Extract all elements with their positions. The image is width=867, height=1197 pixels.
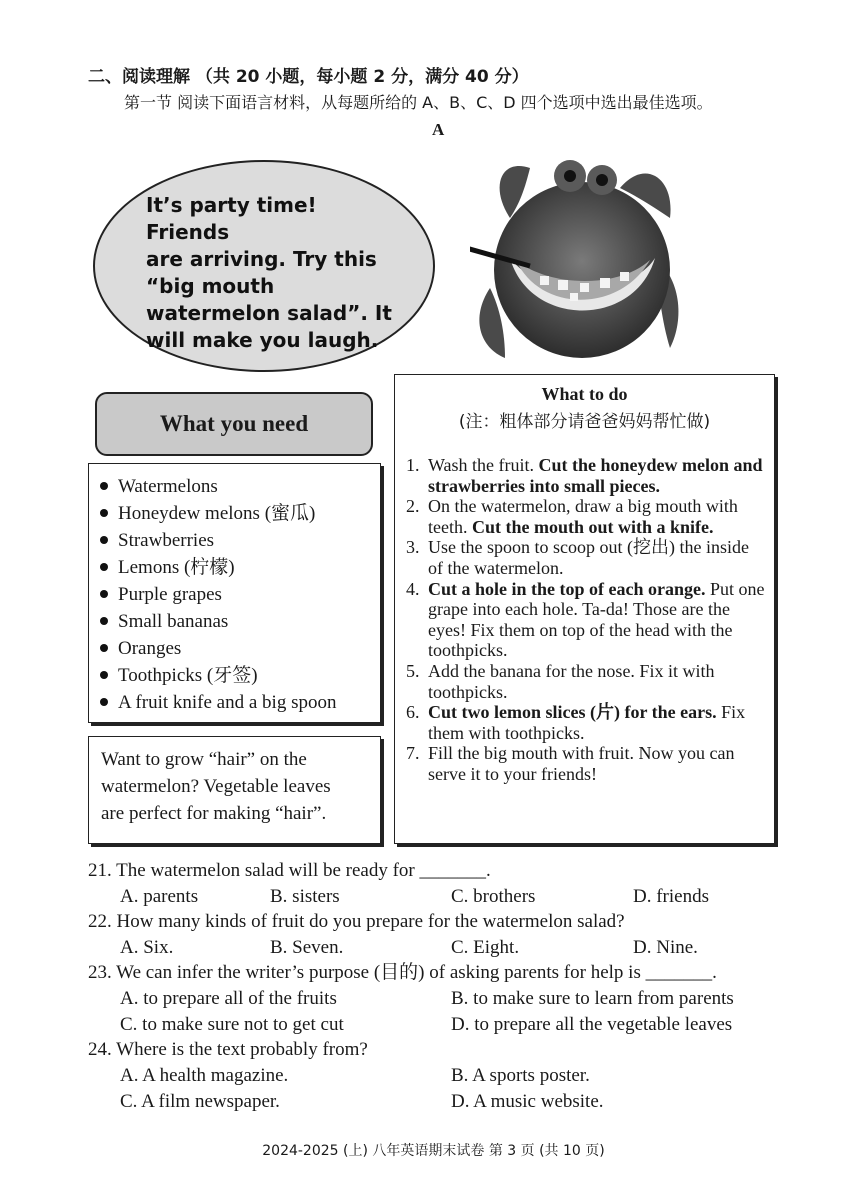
answer-option: C. to make sure not to get cut: [120, 1014, 344, 1035]
step-number: 2.: [406, 496, 420, 517]
answer-option: B. A sports poster.: [451, 1065, 590, 1086]
step-text: On the watermelon, draw a big mouth with teeth.: [428, 496, 738, 537]
step-item: [406, 661, 766, 702]
section-instruction: 第一节 阅读下面语言材料，从每题所给的 A、B、C、D 四个选项中选出最佳选项。: [124, 93, 713, 112]
speech-bubble-text: [146, 192, 401, 354]
bullet-icon: [100, 563, 108, 571]
answer-option: C. brothers: [451, 886, 536, 907]
bullet-icon: [100, 482, 108, 490]
ingredient-item: Lemons (柠檬): [100, 554, 336, 581]
step-item: [406, 743, 766, 784]
page-footer: 2024-2025 (上) 八年英语期末试卷 第 3 页 (共 10 页): [262, 1143, 605, 1159]
what-to-do-note: (注：粗体部分请爸爸妈妈帮忙做): [458, 412, 711, 432]
bullet-icon: [100, 590, 108, 598]
step-text: Use the spoon to scoop out (挖出) the inside of the watermelon.: [428, 537, 749, 578]
step-item: [406, 455, 766, 496]
answer-option: A. Six.: [120, 937, 174, 958]
step-bold-text: Cut the honeydew melon and strawberries into small pieces.: [428, 455, 763, 496]
hair-tip-text: Want to grow “hair” on the watermelon? Vegetable leaves are perfect for making “hair”.: [101, 749, 331, 824]
answer-option: C. A film newspaper.: [120, 1091, 280, 1112]
question-stem: 23. We can infer the writer’s purpose (目的) of asking parents for help is _______.: [88, 962, 717, 983]
ingredient-item: Watermelons: [100, 473, 336, 500]
answer-option: D. A music website.: [451, 1091, 604, 1112]
bullet-icon: [100, 644, 108, 652]
bubble-line: will make you laugh.: [146, 328, 379, 352]
passage-label: A: [432, 120, 445, 139]
bubble-line: It’s party time! Friends: [146, 193, 317, 244]
ingredient-item: Small bananas: [100, 608, 336, 635]
step-item: [406, 579, 766, 661]
bullet-icon: [100, 509, 108, 517]
question-stem: 24. Where is the text probably from?: [88, 1039, 368, 1060]
ingredient-list: [100, 473, 336, 716]
step-text: Add the banana for the nose. Fix it with toothpicks.: [428, 660, 715, 702]
step-number: 7.: [406, 743, 420, 764]
answer-option: A. parents: [120, 886, 199, 907]
bubble-line: are arriving. Try this: [146, 247, 377, 271]
question-stem: 22. How many kinds of fruit do you prepare for the watermelon salad?: [88, 911, 625, 932]
step-text: Fill the big mouth with fruit. Now you can serve it to your friends!: [428, 743, 735, 784]
answer-option: C. Eight.: [451, 937, 520, 958]
bubble-line: watermelon salad”. It: [146, 301, 392, 325]
steps-list: [406, 455, 766, 785]
section-heading: 二、阅读理解 （共 20 小题，每小题 2 分，满分 40 分）: [88, 67, 529, 87]
step-text: Fix them with toothpicks.: [428, 702, 746, 743]
answer-option: B. to make sure to learn from parents: [451, 988, 734, 1009]
ingredient-item: A fruit knife and a big spoon: [100, 689, 336, 716]
bullet-icon: [100, 698, 108, 706]
ingredient-item: Honeydew melons (蜜瓜): [100, 500, 336, 527]
step-bold-text: Cut the mouth out with a knife.: [471, 516, 714, 537]
step-number: 6.: [406, 702, 420, 723]
answer-option: D. friends: [633, 886, 709, 907]
watermelon-monster-image: [470, 148, 688, 370]
answer-option: A. A health magazine.: [120, 1065, 289, 1086]
what-you-need-heading: What you need: [95, 392, 373, 456]
step-text: Put one grape into each hole. Ta-da! Those are the eyes! Fix them on top of the head with the toothpicks.: [428, 578, 765, 661]
question-stem: 21. The watermelon salad will be ready for _______.: [88, 860, 491, 881]
ingredient-item: Purple grapes: [100, 581, 336, 608]
step-bold-text: Cut two lemon slices (片) for the ears.: [428, 702, 717, 723]
ingredient-item: Toothpicks (牙签): [100, 662, 336, 689]
step-text: Wash the fruit.: [428, 455, 539, 475]
step-number: 5.: [406, 660, 420, 681]
step-item: [406, 537, 766, 578]
answer-option: D. Nine.: [633, 937, 698, 958]
step-number: 3.: [406, 537, 420, 558]
answer-option: A. to prepare all of the fruits: [120, 988, 337, 1009]
step-item: [406, 496, 766, 537]
bubble-line: “big mouth: [146, 274, 275, 298]
what-to-do-title: What to do: [541, 384, 628, 404]
bullet-icon: [100, 671, 108, 679]
step-number: 4.: [406, 578, 420, 599]
answer-option: B. Seven.: [270, 937, 344, 958]
step-item: [406, 702, 766, 743]
bullet-icon: [100, 617, 108, 625]
answer-option: D. to prepare all the vegetable leaves: [451, 1014, 733, 1035]
ingredient-item: Oranges: [100, 635, 336, 662]
answer-option: B. sisters: [270, 886, 340, 907]
bullet-icon: [100, 536, 108, 544]
ingredient-item: Strawberries: [100, 527, 336, 554]
step-bold-text: Cut a hole in the top of each orange.: [428, 578, 706, 599]
step-number: 1.: [406, 455, 420, 475]
